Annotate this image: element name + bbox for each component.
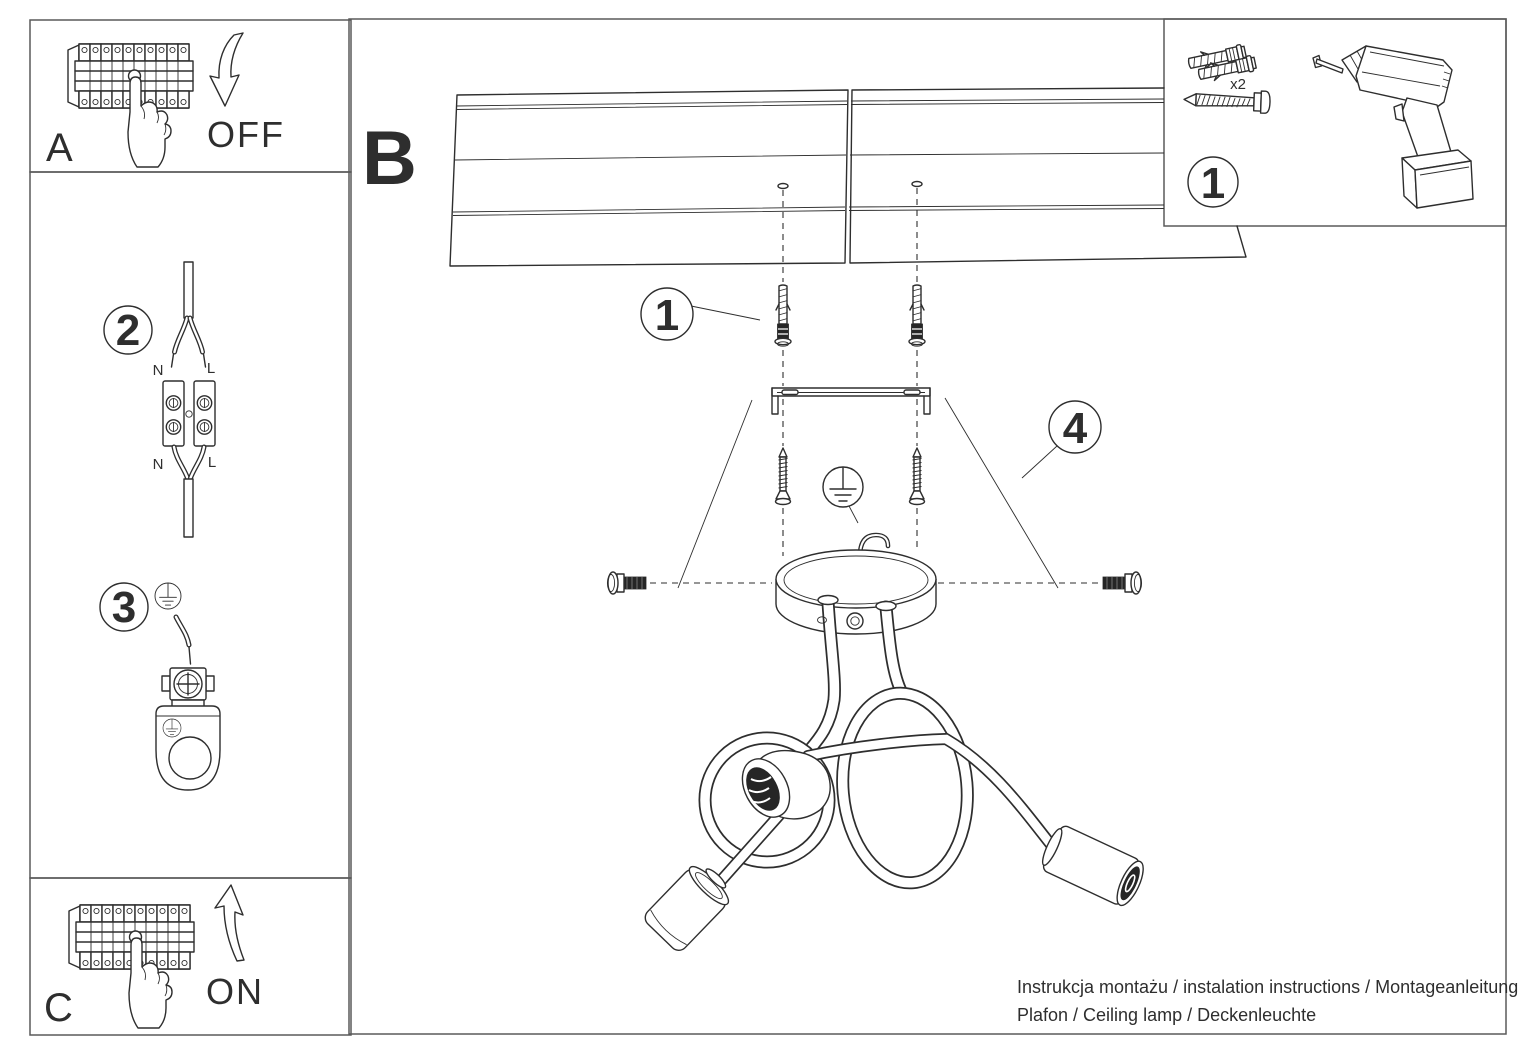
ceiling-panels	[450, 88, 1246, 266]
side-screw-icon	[1103, 572, 1142, 594]
wire-label-l-bottom: L	[207, 454, 217, 471]
merge-wires	[174, 447, 204, 478]
step-3-number: 3	[111, 583, 137, 632]
lamp-socket-center	[733, 751, 830, 826]
wire-label-n-bottom: N	[152, 456, 164, 473]
wire-label-n-top: N	[152, 362, 164, 379]
step-ground	[100, 583, 220, 790]
terminal-block-icon	[163, 381, 215, 446]
panel-b	[362, 88, 1246, 954]
panel-kit	[1184, 43, 1473, 208]
drill-icon	[1313, 46, 1473, 208]
step-1-number: 1	[654, 291, 680, 340]
split-wires	[172, 318, 206, 367]
arrow-down-icon	[210, 33, 243, 106]
panel-a-action-label: OFF	[207, 114, 285, 155]
mounting-bracket-icon	[772, 388, 930, 414]
wire-label-l-top: L	[206, 360, 216, 377]
supply-cable	[184, 262, 193, 318]
step-4-number: 4	[1062, 404, 1088, 453]
earth-symbol-icon	[823, 467, 863, 507]
stem-joint-left	[818, 596, 838, 605]
drill-hole-right	[912, 182, 922, 187]
panel-b-label: B	[362, 116, 417, 201]
screw-icon	[1184, 88, 1271, 113]
panel-c-action-label: ON	[206, 971, 264, 1012]
output-cable	[184, 479, 193, 537]
callout-leader-1	[691, 306, 760, 320]
wall-plug-icon	[909, 285, 925, 346]
lamp-socket-right	[1037, 822, 1149, 910]
footer-line-2: Plafon / Ceiling lamp / Deckenleuchte	[1017, 1005, 1317, 1025]
wall-plug-icon	[775, 285, 791, 346]
step-2-number: 2	[115, 306, 141, 355]
panel-a	[46, 33, 285, 170]
drill-hole-left	[778, 184, 788, 189]
step-wiring	[104, 262, 216, 537]
canopy-knob	[847, 613, 863, 629]
footer-line-1: Instrukcja montażu / instalation instructions / Montageanleitung	[1017, 977, 1519, 997]
earth-terminal-icon	[162, 668, 214, 700]
stem-joint-right	[876, 602, 896, 611]
mounting-screw-icon	[776, 448, 791, 505]
mounting-plate-icon	[156, 700, 220, 790]
side-screw-icon	[607, 572, 646, 594]
panel-a-label: A	[46, 126, 73, 170]
panel-c	[44, 885, 264, 1030]
kit-number: 1	[1200, 159, 1226, 208]
quantity-label: x2	[1230, 76, 1246, 93]
earth-wire	[176, 617, 191, 664]
footer	[1017, 977, 1518, 1025]
arrow-up-icon	[215, 885, 244, 961]
earth-leader	[849, 506, 858, 523]
mounting-screw-icon	[910, 448, 925, 505]
panel-c-label: C	[44, 986, 73, 1030]
callout-leader-4	[1022, 446, 1057, 478]
earth-symbol-icon	[155, 583, 181, 609]
